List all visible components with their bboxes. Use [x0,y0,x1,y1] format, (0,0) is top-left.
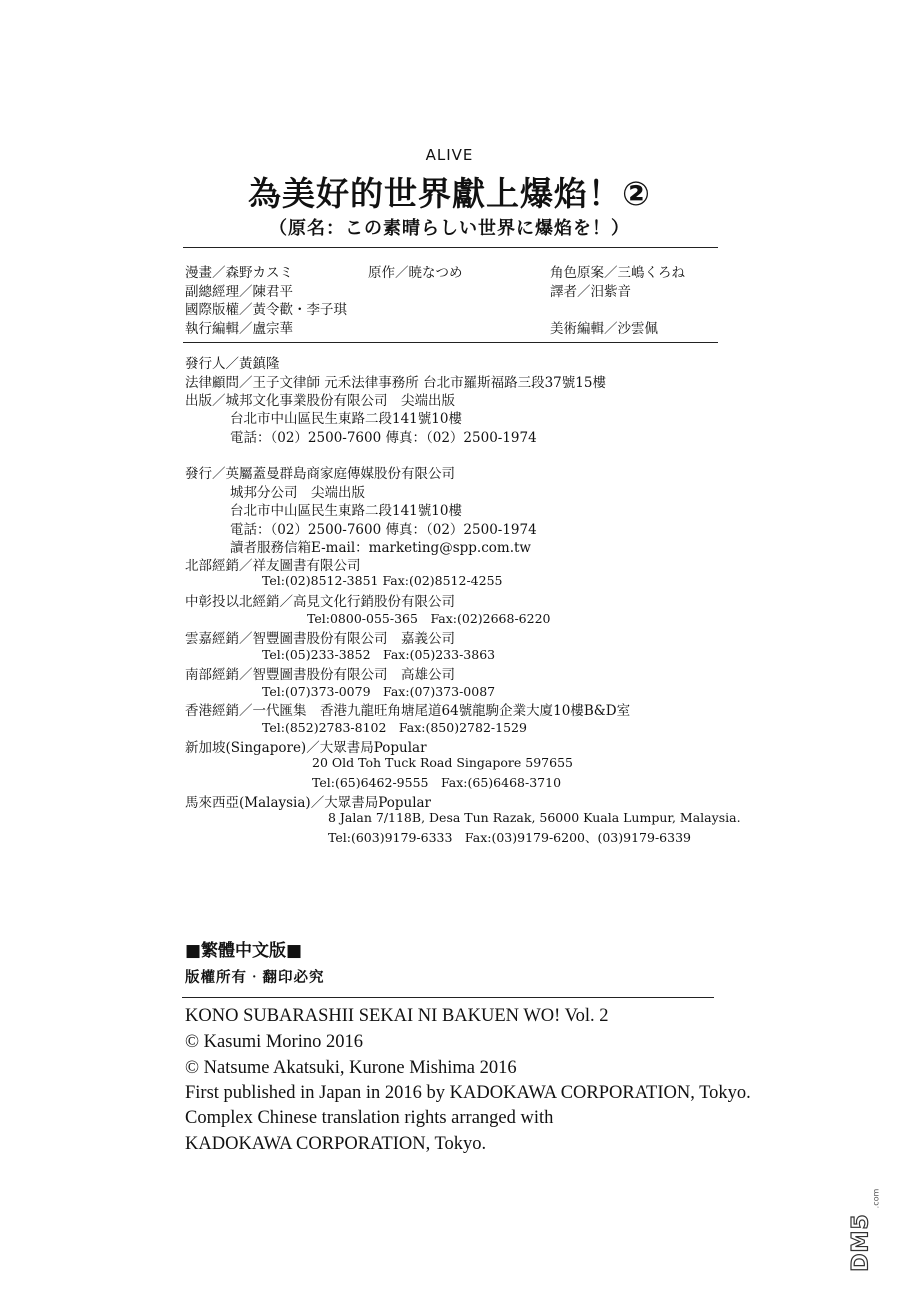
watermark-logo [848,1188,892,1290]
credit-character-design: 角色原案／三嶋くろね [550,265,685,281]
credit-art-editor: 美術編輯／沙雲佩 [550,321,658,337]
first-published: First published in Japan in 2016 by KADOKAWA CORPORATION, Tokyo. [185,1083,751,1103]
credit-deputy-gm: 副總經理／陳君平 [185,284,293,300]
credit-manga: 漫畫／森野カスミ [185,265,293,281]
rights-notice: 版權所有‧翻印必究 [185,969,325,986]
distributor-phone: 電話：（02）2500-7600 傳真：（02）2500-1974 [230,522,537,538]
copyright-author: © Natsume Akatsuki, Kurone Mishima 2016 [185,1058,517,1078]
english-title: KONO SUBARASHII SEKAI NI BAKUEN WO! Vol. 2 [185,1006,609,1026]
dist-singapore-tel: Tel:(65)6462-9555 Fax:(65)6468-3710 [312,775,562,790]
dist-chiayi: 雲嘉經銷／智豐圖書股份有限公司 嘉義公司 [185,631,455,647]
dist-malaysia: 馬來西亞(Malaysia)／大眾書局Popular [185,795,432,811]
dist-singapore-address: 20 Old Toh Tuck Road Singapore 597655 [312,755,573,770]
edition-label: ■繁體中文版■ [185,941,303,961]
dist-central-tel: Tel:0800-055-365 Fax:(02)2668-6220 [307,611,551,626]
imprint: 出版／城邦文化事業股份有限公司 尖端出版 [185,393,455,409]
dist-hk: 香港經銷／一代匯集 香港九龍旺角塘尾道64號龍駒企業大廈10樓B&D室 [185,703,631,719]
dist-malaysia-address: 8 Jalan 7/118B, Desa Tun Razak, 56000 Kuala Lumpur, Malaysia. [328,810,741,825]
watermark-text: DM5 [848,1213,874,1272]
original-title: （原名：この素晴らしい世界に爆焰を！） [269,218,630,239]
translation-rights: Complex Chinese translation rights arranged with [185,1108,554,1128]
imprint-address: 台北市中山區民生東路二段141號10樓 [230,411,462,427]
imprint-phone: 電話：（02）2500-7600 傳真：（02）2500-1974 [230,430,537,446]
dist-south-tel: Tel:(07)373-0079 Fax:(07)373-0087 [262,684,496,699]
distributor-address: 台北市中山區民生東路二段141號10樓 [230,503,462,519]
watermark-domain: .com [871,1188,881,1209]
series-label: ALIVE [425,146,474,164]
credit-translator: 譯者／汨紫音 [550,284,631,300]
dist-north: 北部經銷／祥友圖書有限公司 [185,558,361,574]
book-title: 為美好的世界獻上爆焰！② [248,174,651,213]
legal-counsel: 法律顧問／王子文律師 元禾法律事務所 台北市羅斯福路三段37號15樓 [185,375,606,391]
publisher-name: 發行人／黃鎮隆 [185,356,280,372]
dist-singapore: 新加坡(Singapore)／大眾書局Popular [185,740,427,756]
distributor-branch: 城邦分公司 尖端出版 [230,485,365,501]
copyright-artist: © Kasumi Morino 2016 [185,1032,363,1052]
credit-intl-rights: 國際版權／黃令歡・李子琪 [185,302,347,318]
dist-hk-tel: Tel:(852)2783-8102 Fax:(850)2782-1529 [262,720,527,735]
dist-chiayi-tel: Tel:(05)233-3852 Fax:(05)233-3863 [262,647,496,662]
reader-email: 讀者服務信箱E-mail：marketing@spp.com.tw [230,540,531,556]
credit-exec-editor: 執行編輯／盧宗華 [185,321,293,337]
distributor: 發行／英屬蓋曼群島商家庭傳媒股份有限公司 [185,466,455,482]
dist-north-tel: Tel:(02)8512-3851 Fax:(02)8512-4255 [262,573,503,588]
rights-holder: KADOKAWA CORPORATION, Tokyo. [185,1134,487,1154]
divider-bottom [182,997,714,998]
dist-south: 南部經銷／智豐圖書股份有限公司 高雄公司 [185,667,455,683]
dist-central: 中彰投以北經銷／高見文化行銷股份有限公司 [185,594,455,610]
divider-top [183,247,718,248]
dist-malaysia-tel: Tel:(603)9179-6333 Fax:(03)9179-6200、(03)9179-6339 [328,830,691,845]
credit-original: 原作／暁なつめ [368,265,463,281]
divider-middle [183,342,718,343]
